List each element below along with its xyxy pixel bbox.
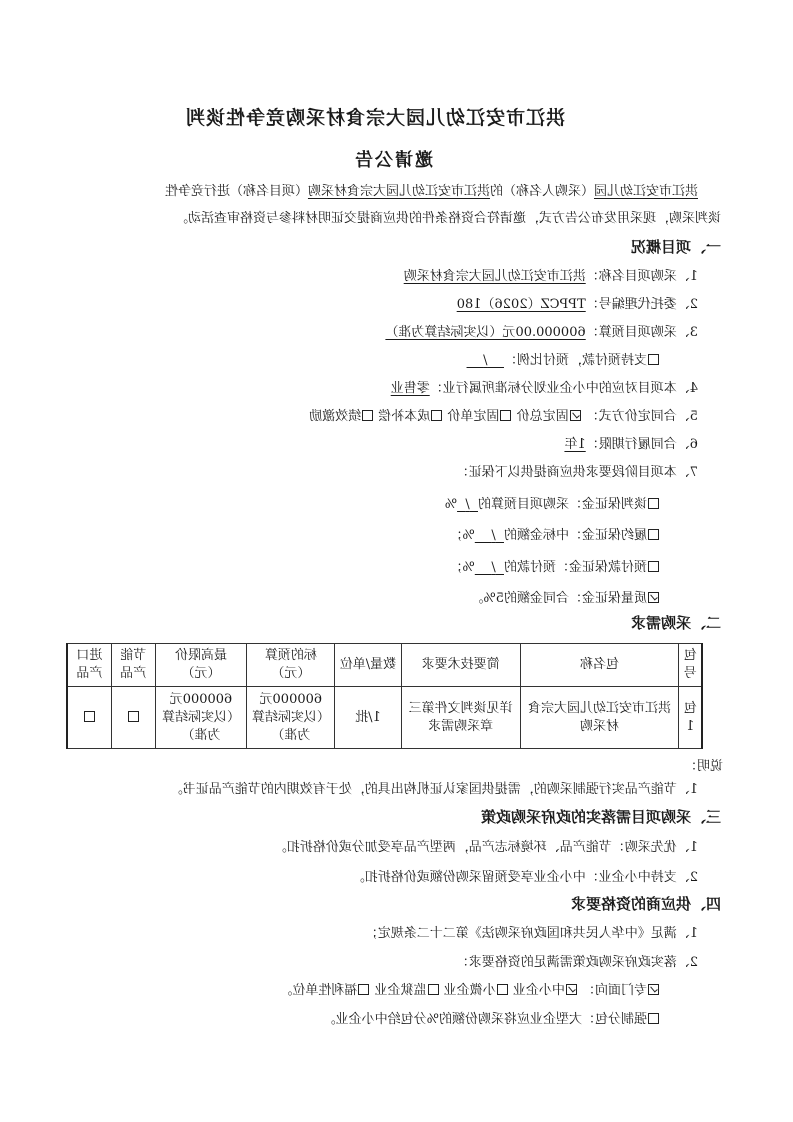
checkbox-cost-compensation[interactable] [431,410,442,421]
guarantee-number: 5%。 [470,591,504,606]
checkbox-fixed-unit[interactable] [500,410,511,421]
header-cell: 最高限价（元） [155,644,247,687]
table-note-label: 说明： [683,759,723,774]
checkbox-fixed-total[interactable] [570,410,581,421]
intro-project-name: 洪江市安江幼儿园大宗食材采购 [307,184,490,199]
guarantee-number: / [491,560,496,575]
guarantee-value [475,528,504,543]
cell-max-price: 600000元（以实际结算为准） [155,687,247,749]
guarantee-label: 谈判保证金：采购项目预算的 [477,497,647,512]
cell-quantity: 1/批 [335,687,401,749]
checkbox-subcontract[interactable] [648,1013,659,1024]
policy-item-1: 1、优先采购：节能产品、环境标志产品，两型产品享受加分或价格折扣。 [273,840,698,855]
item-label: 4、本项目对应的中小企业划分标准所属行业： [429,381,698,396]
purchaser-name: 洪江市安江幼儿园 [593,184,698,199]
item-pricing-method [309,405,698,424]
header-cell: 节能产品 [111,644,155,687]
cell-package-name: 洪江市安江幼儿园大宗食材采购 [520,687,679,749]
checkbox-prison[interactable] [428,984,439,995]
item-label: 1、采购项目名称： [585,269,698,284]
checkbox-sme[interactable] [566,984,577,995]
table-note-1: 1、节能产品实行强制采购的，需提供国家认证机构出具的，处于有效期内的节能产品证书。 [169,782,698,797]
guarantee-performance [449,524,660,543]
intro-line-1 [165,180,698,199]
cell-energy-saving [111,687,155,749]
cell-package-no: 包1 [679,687,702,749]
checkbox-advance-guarantee[interactable] [648,561,659,572]
guarantee-advance [449,556,660,575]
guarantee-suffix: % [444,497,458,512]
checkbox-bid-guarantee[interactable] [648,498,659,509]
requirements-table [66,643,703,749]
item-value: 洪江市安江幼儿园大宗食材采购 [403,269,586,284]
guarantee-value [457,497,478,512]
item-guarantees-intro: 7、本项目阶段要求供应商提供以下保证： [455,465,698,480]
qualification-item-2: 2、落实政府采购政策需满足的资格要求： [455,955,698,970]
advance-value [467,353,504,368]
item-project-name [404,265,698,284]
item-value: 1年 [564,437,586,452]
checkbox-advance-payment[interactable] [648,354,659,365]
guarantee-bid [445,493,660,512]
checkbox-energy-saving[interactable] [128,711,139,722]
special-target-line [279,979,660,998]
item-contract-period [564,433,698,452]
document-title: 洪江市安江幼儿园大宗食材采购竞争性谈判 [184,107,565,129]
checkbox-micro[interactable] [497,984,508,995]
item-industry [391,377,698,396]
section-2-heading: 二、采购需求 [630,614,721,632]
intro-line-2: 谈判采购，现采用发布公告方式，邀请符合资格条件的供应商提交证明材料参与资格审查活动。 [174,211,721,226]
advance-payment-line [467,349,660,368]
option-label: 中小企业 [512,983,565,998]
header-cell: 包号 [679,644,702,687]
cell-tech-requirements: 详见谈判文件第三章采购需求 [401,687,520,749]
item-label: 2、委托代理编号： [585,297,698,312]
checkbox-performance-guarantee[interactable] [648,529,659,540]
item-label: 3、采购项目预算： [585,325,698,340]
qualification-item-1: 1、满足《中华人民共和国政府采购法》第二十二条规定； [364,926,698,941]
header-cell: 标的预算（元） [247,644,335,687]
checkbox-imported[interactable] [84,711,95,722]
subcontract-label: 强制分包：大型企业应将采购份额的 [438,1012,647,1027]
option-label: 成本补偿 [378,409,431,424]
item-label: 5、合同定价方式： [585,409,698,424]
checkbox-special-target[interactable] [648,984,659,995]
item-value: 600000.00元（以实际结算为准） [385,325,586,340]
section-3-heading: 三、采购项目需落实的政府采购政策 [480,808,721,826]
advance-label: 支持预付款，预付比例： [503,353,647,368]
guarantee-quality [470,587,660,606]
header-cell: 简要技术要求 [401,644,520,687]
guarantee-label: 质量保证金：合同金额的 [503,591,647,606]
checkbox-performance-incentive[interactable] [362,410,373,421]
option-label: 监狱企业 [374,983,427,998]
option-label: 小微企业 [443,983,496,998]
header-cell: 包名称 [520,644,679,687]
option-label: 福利性单位。 [279,983,358,998]
item-value: TPPCZ（2026）180 [456,297,586,312]
section-1-heading: 一、项目概况 [630,238,721,256]
intro-text-2: （项目名称）进行竞争性 [164,184,308,199]
checkbox-welfare[interactable] [358,984,369,995]
item-budget [385,321,698,340]
intro-text-1: （采购人名称）的 [489,184,594,199]
item-label: 6、合同履行期限： [585,437,698,452]
checkbox-quality-guarantee[interactable] [648,592,659,603]
guarantee-suffix: %； [449,528,475,543]
header-cell: 数量/单位 [335,644,401,687]
header-cell: 进口产品 [67,644,111,687]
guarantee-suffix: %； [449,560,475,575]
policy-item-2: 2、支持中小企业：中小企业享受预留采购份额或价格折扣。 [351,870,698,885]
table-row [67,687,702,749]
advance-ratio: / [483,353,488,368]
document-subtitle: 邀请公告 [353,150,433,171]
guarantee-number: / [465,497,470,512]
guarantee-label: 预付款保证金：预付款的 [503,560,647,575]
guarantee-value [475,560,504,575]
option-label: 固定总价 [516,409,569,424]
section-4-heading: 四、供应商的资格要求 [570,895,721,913]
guarantee-number: / [491,528,496,543]
option-label: 绩效激励 [309,409,362,424]
item-value: 零售业 [390,381,430,396]
subcontract-value: %分包给中小企业。 [322,1012,439,1027]
option-label: 固定单价 [447,409,500,424]
item-agency-code [457,293,698,312]
special-label: 专门面向： [581,983,647,998]
cell-budget: 600000元（以实际结算为准） [247,687,335,749]
guarantee-label: 履约保证金：中标金额的 [503,528,647,543]
subcontract-line [323,1008,660,1027]
table-header-row [67,644,702,687]
cell-imported [67,687,111,749]
